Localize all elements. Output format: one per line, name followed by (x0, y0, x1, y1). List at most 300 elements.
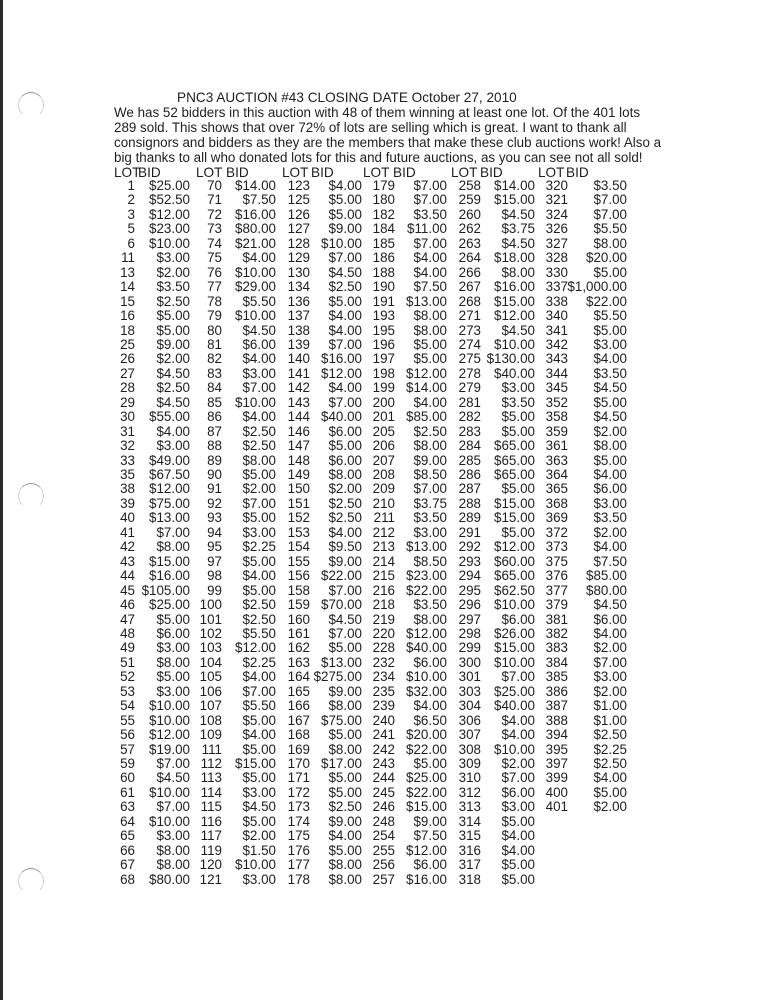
lot-number: 2 (127, 192, 135, 208)
winning-bid: $22.00 (406, 784, 447, 800)
column-header-bid: BID (393, 165, 416, 180)
lot-number: 168 (287, 727, 310, 743)
winning-bid: $7.00 (328, 394, 362, 410)
lot-number: 115 (200, 799, 222, 815)
lot-number: 268 (458, 293, 481, 309)
winning-bid: $3.50 (413, 206, 447, 222)
winning-bid: $6.00 (413, 857, 447, 873)
lot-number: 326 (545, 221, 568, 237)
lot-number: 342 (545, 336, 568, 352)
winning-bid: $7.00 (593, 654, 627, 670)
winning-bid: $8.00 (156, 842, 190, 858)
winning-bid: $7.50 (242, 192, 276, 208)
lot-number: 126 (287, 206, 310, 222)
winning-bid: $7.00 (156, 756, 190, 771)
lot-number: 44 (120, 568, 135, 584)
winning-bid: $85.00 (586, 568, 627, 584)
lot-number: 89 (207, 452, 222, 468)
winning-bid: $5.00 (156, 308, 190, 324)
lot-number: 293 (458, 553, 481, 569)
punch-hole-top (18, 92, 44, 118)
lot-number: 218 (372, 597, 395, 613)
column-header-lot: LOT (363, 165, 390, 180)
lot-number: 273 (458, 322, 481, 338)
lot-number: 111 (201, 741, 222, 757)
winning-bid: $5.00 (242, 467, 276, 482)
paragraph-line: big thanks to all who donated lots for this and future auctions, as you can see not all sold! (114, 150, 643, 166)
lot-number: 116 (200, 813, 222, 829)
winning-bid: $7.00 (593, 192, 627, 208)
lot-number: 206 (372, 438, 395, 454)
lot-number: 52 (120, 669, 135, 685)
winning-bid: $5.00 (501, 409, 535, 425)
winning-bid: $20.00 (586, 250, 627, 266)
winning-bid: $55.00 (149, 409, 190, 425)
lot-number: 173 (287, 799, 310, 815)
winning-bid: $22.00 (406, 741, 447, 757)
lot-number: 352 (545, 394, 568, 410)
lot-number: 295 (458, 582, 481, 598)
paragraph-line: 289 sold. This shows that over 72% of lots are selling which is great. I want to thank all (114, 120, 627, 136)
winning-bid: $4.50 (593, 380, 627, 396)
lot-number: 176 (287, 842, 310, 858)
lot-number: 25 (120, 336, 135, 352)
winning-bid: $9.00 (156, 336, 190, 352)
lot-number: 387 (545, 698, 568, 714)
lot-number: 178 (287, 871, 310, 887)
winning-bid: $16.00 (406, 871, 447, 887)
lot-number: 73 (207, 221, 222, 237)
winning-bid: $21.00 (235, 235, 276, 251)
lot-number: 61 (120, 784, 135, 800)
winning-bid: $5.00 (593, 394, 627, 410)
lot-number: 234 (372, 669, 395, 685)
summary-paragraph (114, 105, 674, 165)
scan-page-edge (0, 0, 3, 1000)
winning-bid: $16.00 (235, 206, 276, 222)
winning-bid: $2.50 (413, 423, 447, 439)
winning-bid: $2.00 (593, 423, 627, 439)
winning-bid: $4.00 (242, 727, 276, 743)
document-title: PNC3 AUCTION #43 CLOSING DATE October 27, 2010 (177, 90, 517, 105)
winning-bid: $9.50 (328, 539, 362, 555)
lot-number: 297 (458, 611, 481, 627)
winning-bid: $6.00 (242, 336, 276, 352)
winning-bid: $10.00 (235, 264, 276, 280)
winning-bid: $10.00 (494, 654, 535, 670)
winning-bid: $8.00 (328, 871, 362, 887)
winning-bid: $2.50 (242, 423, 276, 439)
winning-bid: $4.00 (501, 828, 535, 844)
winning-bid: $11.00 (407, 221, 447, 237)
lot-number: 399 (545, 770, 568, 786)
lot-number: 163 (287, 654, 310, 670)
lot-number: 128 (287, 235, 310, 251)
lot-number: 248 (372, 813, 395, 829)
winning-bid: $3.75 (501, 221, 535, 237)
winning-bid: $3.50 (593, 365, 627, 381)
winning-bid: $15.00 (494, 640, 535, 656)
lot-number: 51 (120, 654, 135, 670)
winning-bid: $13.00 (406, 539, 447, 555)
lot-number: 365 (545, 481, 568, 497)
lot-number: 18 (120, 322, 135, 338)
lot-number: 275 (458, 351, 481, 367)
lot-number: 5 (127, 221, 135, 237)
lot-number: 267 (458, 279, 481, 295)
lot-number: 90 (207, 467, 222, 482)
lot-number: 207 (372, 452, 395, 468)
winning-bid: $7.00 (328, 582, 362, 598)
punch-hole-bottom (18, 868, 44, 894)
lot-number: 6 (127, 235, 135, 251)
winning-bid: $12.00 (149, 206, 190, 222)
lot-number: 137 (287, 308, 310, 324)
winning-bid: $22.00 (586, 293, 627, 309)
lot-number: 28 (120, 380, 135, 396)
lot-number: 312 (458, 784, 481, 800)
winning-bid: $10.00 (494, 597, 535, 613)
lot-number: 155 (287, 553, 310, 569)
lot-number: 170 (287, 756, 310, 771)
winning-bid: $32.00 (406, 683, 447, 699)
lot-number: 125 (287, 192, 310, 208)
winning-bid: $6.00 (328, 423, 362, 439)
lot-number: 343 (545, 351, 568, 367)
lot-number: 79 (207, 308, 222, 324)
winning-bid: $8.00 (413, 438, 447, 454)
lot-number: 282 (458, 409, 481, 425)
lot-number: 127 (287, 221, 310, 237)
lot-number: 146 (287, 423, 310, 439)
lot-number: 43 (120, 553, 135, 569)
winning-bid: $15.00 (494, 495, 535, 511)
winning-bid: $5.00 (328, 192, 362, 208)
winning-bid: $3.00 (156, 438, 190, 454)
winning-bid: $4.00 (593, 539, 627, 555)
lot-number: 32 (120, 438, 135, 454)
winning-bid: $12.00 (321, 365, 362, 381)
lot-number: 254 (372, 828, 395, 844)
winning-bid: $7.00 (156, 524, 190, 540)
column-header-bid: BID (566, 165, 589, 180)
lot-number: 1 (127, 178, 135, 193)
lot-number: 80 (207, 322, 222, 338)
winning-bid: $29.00 (235, 279, 276, 295)
winning-bid: $7.00 (593, 206, 627, 222)
winning-bid: $4.00 (156, 423, 190, 439)
winning-bid: $12.00 (235, 640, 276, 656)
lot-number: 271 (458, 308, 481, 324)
winning-bid: $23.00 (406, 568, 447, 584)
winning-bid: $4.00 (242, 351, 276, 367)
column-header-bid: BID (138, 165, 161, 180)
winning-bid: $7.00 (242, 380, 276, 396)
winning-bid: $9.00 (328, 221, 362, 237)
lot-number: 144 (287, 409, 310, 425)
lot-number: 56 (120, 727, 135, 743)
winning-bid: $5.00 (242, 741, 276, 757)
lot-number: 120 (199, 857, 222, 873)
lot-number: 29 (120, 394, 135, 410)
lot-number: 139 (287, 336, 310, 352)
winning-bid: $3.00 (242, 524, 276, 540)
winning-bid: $2.50 (328, 510, 362, 526)
lot-number: 279 (458, 380, 481, 396)
winning-bid: $7.50 (413, 828, 447, 844)
lot-number: 87 (207, 423, 222, 439)
winning-bid: $5.00 (242, 553, 276, 569)
winning-bid: $4.00 (593, 625, 627, 641)
winning-bid: $4.00 (328, 322, 362, 338)
winning-bid: $8.00 (501, 264, 535, 280)
lot-number: 318 (458, 871, 481, 887)
lot-number: 182 (372, 206, 395, 222)
lot-number: 215 (372, 568, 395, 584)
lot-number: 11 (121, 250, 135, 266)
winning-bid: $5.00 (328, 640, 362, 656)
winning-bid: $5.50 (593, 308, 627, 324)
lot-number: 84 (207, 380, 222, 396)
winning-bid: $5.00 (328, 206, 362, 222)
lot-number: 263 (458, 235, 481, 251)
lot-number: 171 (287, 770, 310, 786)
winning-bid: $40.00 (494, 698, 535, 714)
lot-number: 117 (200, 828, 222, 844)
lot-number: 337 (545, 279, 568, 295)
lot-number: 285 (458, 452, 481, 468)
winning-bid: $7.00 (242, 495, 276, 511)
lot-number: 70 (207, 178, 222, 193)
lot-number: 190 (372, 279, 395, 295)
lot-number: 266 (458, 264, 481, 280)
winning-bid: $7.00 (242, 683, 276, 699)
winning-bid: $65.00 (494, 452, 535, 468)
lot-number: 327 (545, 235, 568, 251)
lot-number: 386 (545, 683, 568, 699)
lot-number: 330 (545, 264, 568, 280)
winning-bid: $4.00 (328, 380, 362, 396)
lot-number: 186 (372, 250, 395, 266)
lot-number: 185 (372, 235, 395, 251)
lot-number: 242 (372, 741, 395, 757)
winning-bid: $3.00 (593, 336, 627, 352)
lot-number: 42 (120, 539, 135, 555)
lot-number: 376 (545, 568, 568, 584)
winning-bid: $275.00 (313, 669, 362, 685)
winning-bid: $4.00 (501, 727, 535, 743)
lot-number: 48 (120, 625, 135, 641)
lot-number: 65 (120, 828, 135, 844)
lot-number: 151 (287, 495, 310, 511)
winning-bid: $13.00 (321, 654, 362, 670)
winning-bid: $4.00 (413, 264, 447, 280)
lot-number: 310 (458, 770, 481, 786)
lot-number: 88 (207, 438, 222, 454)
winning-bid: $5.50 (242, 293, 276, 309)
winning-bid: $75.00 (321, 712, 362, 728)
lot-number: 13 (120, 264, 135, 280)
winning-bid: $5.00 (242, 813, 276, 829)
lot-number: 260 (458, 206, 481, 222)
winning-bid: $16.00 (321, 351, 362, 367)
lot-number: 136 (287, 293, 310, 309)
lot-number: 288 (458, 495, 481, 511)
winning-bid: $2.25 (593, 741, 627, 757)
winning-bid: $7.50 (593, 553, 627, 569)
winning-bid: $4.00 (328, 524, 362, 540)
winning-bid: $5.00 (242, 510, 276, 526)
lot-number: 63 (120, 799, 135, 815)
winning-bid: $1,000.00 (567, 279, 627, 295)
lot-number: 138 (287, 322, 310, 338)
lot-number: 150 (287, 481, 310, 497)
lot-number: 191 (372, 293, 395, 309)
lot-number: 216 (372, 582, 395, 598)
lot-number: 324 (545, 206, 568, 222)
winning-bid: $8.00 (593, 235, 627, 251)
lot-number: 264 (458, 250, 481, 266)
lot-number: 316 (458, 842, 481, 858)
winning-bid: $3.00 (501, 380, 535, 396)
winning-bid: $5.00 (501, 857, 535, 873)
winning-bid: $10.00 (235, 308, 276, 324)
lot-number: 103 (199, 640, 222, 656)
winning-bid: $8.00 (156, 654, 190, 670)
winning-bid: $7.00 (413, 178, 447, 193)
winning-bid: $7.00 (156, 799, 190, 815)
lot-number: 114 (200, 784, 222, 800)
winning-bid: $5.00 (242, 712, 276, 728)
winning-bid: $2.00 (156, 351, 190, 367)
lot-number: 30 (120, 409, 135, 425)
paragraph-line: consignors and bidders as they are the members that make these club auctions work! Also a (114, 135, 662, 151)
lot-number: 40 (120, 510, 135, 526)
winning-bid: $5.00 (593, 322, 627, 338)
winning-bid: $14.00 (406, 380, 447, 396)
winning-bid: $4.00 (242, 568, 276, 584)
winning-bid: $15.00 (494, 192, 535, 208)
lot-number: 258 (458, 178, 481, 193)
lot-number: 379 (545, 597, 568, 613)
winning-bid: $5.00 (328, 293, 362, 309)
winning-bid: $4.50 (501, 322, 535, 338)
winning-bid: $2.00 (593, 640, 627, 656)
lot-number: 321 (545, 192, 568, 208)
lot-number: 361 (545, 438, 568, 454)
lot-number: 287 (458, 481, 481, 497)
lot-number: 140 (287, 351, 310, 367)
winning-bid: $5.00 (328, 770, 362, 786)
lot-number: 121 (199, 871, 222, 887)
winning-bid: $6.00 (156, 625, 190, 641)
lot-number: 257 (372, 871, 395, 887)
winning-bid: $8.50 (413, 553, 447, 569)
lot-number: 344 (545, 365, 568, 381)
winning-bid: $60.00 (494, 553, 535, 569)
lot-number: 373 (545, 539, 568, 555)
winning-bid: $5.50 (242, 698, 276, 714)
lot-number: 377 (545, 582, 568, 598)
winning-bid: $52.50 (149, 192, 190, 208)
winning-bid: $2.50 (156, 380, 190, 396)
winning-bid: $2.00 (328, 481, 362, 497)
winning-bid: $5.00 (328, 438, 362, 454)
winning-bid: $9.00 (328, 683, 362, 699)
winning-bid: $3.50 (413, 510, 447, 526)
lot-number: 64 (120, 813, 135, 829)
winning-bid: $2.50 (242, 597, 276, 613)
winning-bid: $4.50 (328, 611, 362, 627)
winning-bid: $3.75 (413, 495, 447, 511)
lot-number: 95 (207, 539, 222, 555)
lot-number: 49 (120, 640, 135, 656)
lot-number: 313 (458, 799, 481, 815)
winning-bid: $12.00 (494, 539, 535, 555)
lot-number: 33 (120, 452, 135, 468)
winning-bid: $10.00 (494, 336, 535, 352)
winning-bid: $15.00 (149, 553, 190, 569)
winning-bid: $5.00 (593, 452, 627, 468)
winning-bid: $105.00 (141, 582, 190, 598)
lot-number: 3 (127, 206, 135, 222)
winning-bid: $40.00 (406, 640, 447, 656)
winning-bid: $5.00 (156, 322, 190, 338)
lot-number: 85 (207, 394, 222, 410)
lot-number: 345 (545, 380, 568, 396)
lot-number: 46 (120, 597, 135, 613)
winning-bid: $2.00 (242, 481, 276, 497)
winning-bid: $67.50 (149, 467, 190, 482)
lot-number: 147 (287, 438, 310, 454)
lot-number: 320 (545, 178, 568, 193)
lot-number: 246 (372, 799, 395, 815)
lot-number: 193 (372, 308, 395, 324)
lot-number: 153 (287, 524, 310, 540)
winning-bid: $2.50 (593, 727, 627, 743)
lot-number: 381 (545, 611, 568, 627)
winning-bid: $4.50 (501, 206, 535, 222)
winning-bid: $10.00 (406, 669, 447, 685)
winning-bid: $1.00 (593, 698, 627, 714)
winning-bid: $4.00 (242, 669, 276, 685)
lot-number: 303 (458, 683, 481, 699)
winning-bid: $8.00 (413, 611, 447, 627)
lot-number: 341 (545, 322, 568, 338)
lot-number: 174 (287, 813, 310, 829)
lot-number: 200 (372, 394, 395, 410)
lot-number: 101 (199, 611, 222, 627)
lot-number: 148 (287, 452, 310, 468)
winning-bid: $3.00 (242, 871, 276, 887)
winning-bid: $4.00 (242, 409, 276, 425)
winning-bid: $15.00 (494, 510, 535, 526)
lot-number: 220 (372, 625, 395, 641)
column-header-lot: LOT (114, 165, 141, 180)
lot-number: 82 (207, 351, 222, 367)
winning-bid: $15.00 (494, 293, 535, 309)
lot-number: 369 (545, 510, 568, 526)
winning-bid: $4.00 (593, 770, 627, 786)
winning-bid: $17.00 (321, 756, 362, 771)
lot-number: 317 (458, 857, 481, 873)
winning-bid: $10.00 (149, 813, 190, 829)
winning-bid: $8.00 (328, 467, 362, 482)
winning-bid: $80.00 (586, 582, 627, 598)
winning-bid: $6.00 (328, 452, 362, 468)
winning-bid: $1.00 (593, 712, 627, 728)
lot-number: 167 (287, 712, 310, 728)
